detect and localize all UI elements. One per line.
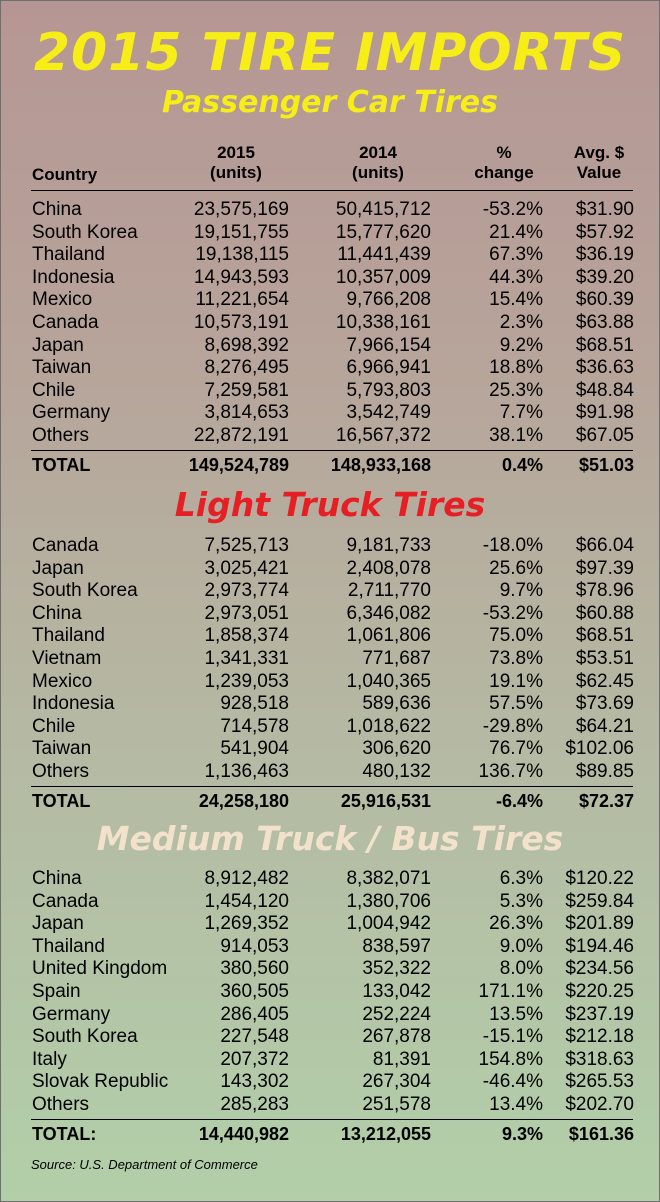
avg-value-cell: $234.56	[565, 958, 634, 979]
y2015-cell: 285,283	[220, 1094, 289, 1115]
y2015-cell: 227,548	[220, 1026, 289, 1047]
country-cell: China	[32, 603, 82, 624]
y2014-cell: 1,380,706	[346, 891, 431, 912]
table-row	[1, 424, 659, 447]
y2015-cell: 24,258,180	[198, 791, 289, 811]
y2014-cell: 148,933,168	[330, 455, 431, 475]
country-cell: Taiwan	[32, 738, 92, 759]
table-row	[1, 670, 659, 693]
y2015-cell: 19,151,755	[193, 222, 289, 243]
country-cell: TOTAL	[32, 791, 91, 811]
country-cell: Canada	[32, 535, 99, 556]
passenger-car-tires-title: Passenger Car Tires	[161, 85, 499, 120]
y2015-cell: 360,505	[220, 981, 289, 1002]
pct-change-cell: 75.0%	[489, 625, 543, 646]
country-cell: Thailand	[32, 936, 105, 957]
header-divider	[31, 190, 633, 191]
country-cell: Others	[32, 1094, 90, 1115]
avg-value-cell: $53.51	[575, 648, 634, 669]
pct-change-cell: 9.0%	[499, 936, 543, 957]
y2015-cell: 1,858,374	[204, 625, 289, 646]
y2014-cell: 7,966,154	[346, 335, 431, 356]
y2014-cell: 2,408,078	[346, 558, 431, 579]
avg-value-cell: $161.36	[568, 1124, 634, 1144]
avg-value-cell: $265.53	[565, 1071, 634, 1092]
y2015-cell: 19,138,115	[195, 244, 289, 265]
pct-change-cell: -18.0%	[482, 535, 543, 556]
y2015-cell: 541,904	[220, 738, 289, 759]
table-row	[1, 1093, 659, 1116]
pct-change-cell: 7.7%	[499, 402, 543, 423]
pct-change-cell: -53.2%	[482, 199, 543, 220]
table-row	[1, 980, 659, 1003]
avg-value-cell: $39.20	[575, 267, 634, 288]
table-row	[1, 534, 659, 557]
y2015-cell: 149,524,789	[188, 455, 289, 475]
table-row	[1, 401, 659, 424]
y2014-cell: 1,061,806	[346, 625, 431, 646]
avg-value-cell: $202.70	[565, 1094, 634, 1115]
header-avg-value: Avg. $ Value	[573, 143, 625, 182]
avg-value-cell: $63.88	[575, 312, 634, 333]
y2015-cell: 2,973,774	[204, 580, 289, 601]
y2014-cell: 133,042	[362, 981, 431, 1002]
y2015-cell: 8,912,482	[204, 868, 289, 889]
pct-change-cell: 25.6%	[489, 558, 543, 579]
y2015-cell: 1,341,331	[204, 648, 289, 669]
pct-change-cell: 154.8%	[478, 1049, 543, 1070]
pct-change-cell: 44.3%	[489, 267, 543, 288]
pct-change-cell: -53.2%	[482, 603, 543, 624]
y2014-cell: 771,687	[362, 648, 431, 669]
y2015-cell: 914,053	[220, 936, 289, 957]
table-row	[1, 311, 659, 334]
light-truck-tires-title: Light Truck Tires	[174, 485, 486, 524]
pct-change-cell: 0.4%	[501, 455, 543, 475]
country-cell: Spain	[32, 981, 81, 1002]
country-cell: China	[32, 868, 82, 889]
pct-change-cell: 76.7%	[489, 738, 543, 759]
y2015-cell: 928,518	[220, 693, 289, 714]
country-cell: Thailand	[32, 244, 105, 265]
pct-change-cell: 73.8%	[489, 648, 543, 669]
y2014-cell: 13,212,055	[340, 1124, 431, 1144]
table-row	[1, 557, 659, 580]
table-row	[1, 867, 659, 890]
country-cell: Japan	[32, 913, 84, 934]
avg-value-cell: $72.37	[578, 791, 634, 811]
pct-change-cell: -15.1%	[482, 1026, 543, 1047]
y2015-cell: 7,259,581	[204, 380, 289, 401]
y2014-cell: 251,578	[362, 1094, 431, 1115]
table-row	[1, 288, 659, 311]
pct-change-cell: 57.5%	[489, 693, 543, 714]
table-row	[1, 1025, 659, 1048]
avg-value-cell: $97.39	[575, 558, 634, 579]
main-title: 2015 TIRE IMPORTS	[33, 23, 627, 83]
country-cell: Mexico	[32, 289, 93, 310]
country-cell: South Korea	[32, 1026, 138, 1047]
y2014-cell: 15,777,620	[335, 222, 431, 243]
table-row	[1, 737, 659, 760]
y2014-cell: 8,382,071	[346, 868, 431, 889]
avg-value-cell: $60.88	[575, 603, 634, 624]
avg-value-cell: $68.51	[575, 335, 634, 356]
pct-change-cell: 21.4%	[489, 222, 543, 243]
pct-change-cell: 171.1%	[478, 981, 543, 1002]
country-cell: Others	[32, 425, 90, 446]
pct-change-cell: 19.1%	[489, 671, 543, 692]
medium-truck-total-divider	[31, 1119, 633, 1120]
y2015-cell: 14,440,982	[198, 1124, 289, 1144]
country-cell: Japan	[32, 558, 84, 579]
y2015-cell: 1,239,053	[204, 671, 289, 692]
avg-value-cell: $36.63	[575, 357, 634, 378]
pct-change-cell: -29.8%	[482, 716, 543, 737]
y2014-cell: 16,567,372	[335, 425, 431, 446]
pct-change-cell: 15.4%	[489, 289, 543, 310]
table-row	[1, 334, 659, 357]
y2014-cell: 1,018,622	[346, 716, 431, 737]
pct-change-cell: 9.3%	[501, 1124, 543, 1144]
y2015-cell: 286,405	[220, 1004, 289, 1025]
table-row	[1, 266, 659, 289]
header-2015: 2015 (units)	[210, 143, 262, 182]
table-row	[1, 957, 659, 980]
table-row	[1, 198, 659, 221]
avg-value-cell: $57.92	[575, 222, 634, 243]
table-row	[1, 692, 659, 715]
country-cell: Mexico	[32, 671, 93, 692]
pct-change-cell: 38.1%	[489, 425, 543, 446]
avg-value-cell: $68.51	[575, 625, 634, 646]
avg-value-cell: $220.25	[565, 981, 634, 1002]
pct-change-cell: 6.3%	[499, 868, 543, 889]
avg-value-cell: $78.96	[575, 580, 634, 601]
country-cell: Japan	[32, 335, 84, 356]
avg-value-cell: $60.39	[575, 289, 634, 310]
table-row	[1, 1003, 659, 1026]
avg-value-cell: $259.84	[565, 891, 634, 912]
y2015-cell: 3,814,653	[204, 402, 289, 423]
country-cell: Chile	[32, 380, 76, 401]
y2015-cell: 2,973,051	[204, 603, 289, 624]
y2015-cell: 11,221,654	[195, 289, 289, 310]
country-cell: Canada	[32, 891, 99, 912]
y2014-cell: 10,338,161	[335, 312, 431, 333]
table-row	[1, 356, 659, 379]
avg-value-cell: $120.22	[565, 868, 634, 889]
pct-change-cell: 2.3%	[499, 312, 543, 333]
avg-value-cell: $62.45	[575, 671, 634, 692]
source-note: Source: U.S. Department of Commerce	[31, 1157, 258, 1172]
header-2014: 2014 (units)	[352, 143, 404, 182]
medium-truck-bus-tires-title: Medium Truck / Bus Tires	[96, 819, 564, 858]
country-cell: Taiwan	[32, 357, 92, 378]
y2014-cell: 6,966,941	[346, 357, 431, 378]
y2014-cell: 9,766,208	[346, 289, 431, 310]
pct-change-cell: 25.3%	[489, 380, 543, 401]
table-row	[1, 602, 659, 625]
country-cell: Italy	[32, 1049, 67, 1070]
avg-value-cell: $64.21	[575, 716, 634, 737]
avg-value-cell: $89.85	[575, 761, 634, 782]
y2014-cell: 3,542,749	[346, 402, 431, 423]
pct-change-cell: 9.7%	[499, 580, 543, 601]
y2014-cell: 11,441,439	[337, 244, 431, 265]
country-cell: Indonesia	[32, 693, 115, 714]
y2015-cell: 8,698,392	[204, 335, 289, 356]
country-cell: China	[32, 199, 82, 220]
table-row	[1, 715, 659, 738]
pct-change-cell: -6.4%	[495, 791, 543, 811]
y2015-cell: 207,372	[220, 1049, 289, 1070]
pct-change-cell: 18.8%	[489, 357, 543, 378]
y2014-cell: 252,224	[362, 1004, 431, 1025]
y2015-cell: 7,525,713	[204, 535, 289, 556]
y2014-cell: 306,620	[362, 738, 431, 759]
y2015-cell: 8,276,495	[204, 357, 289, 378]
table-row	[1, 935, 659, 958]
header-country: Country	[32, 165, 98, 184]
table-row	[1, 912, 659, 935]
avg-value-cell: $66.04	[575, 535, 634, 556]
table-row	[1, 890, 659, 913]
y2015-cell: 1,136,463	[204, 761, 289, 782]
table-row	[1, 243, 659, 266]
country-cell: TOTAL:	[32, 1124, 97, 1144]
y2015-cell: 10,573,191	[193, 312, 289, 333]
table-row	[1, 221, 659, 244]
avg-value-cell: $67.05	[575, 425, 634, 446]
pct-change-cell: 26.3%	[489, 913, 543, 934]
y2014-cell: 267,878	[362, 1026, 431, 1047]
y2014-cell: 1,004,942	[346, 913, 431, 934]
avg-value-cell: $212.18	[565, 1026, 634, 1047]
table-row	[1, 579, 659, 602]
y2014-cell: 480,132	[362, 761, 431, 782]
country-cell: Germany	[32, 402, 111, 423]
passenger-total-divider	[31, 450, 633, 451]
y2014-cell: 589,636	[362, 693, 431, 714]
country-cell: Others	[32, 761, 90, 782]
y2015-cell: 143,302	[220, 1071, 289, 1092]
country-cell: Indonesia	[32, 267, 115, 288]
table-row	[1, 647, 659, 670]
country-cell: Chile	[32, 716, 76, 737]
y2015-cell: 14,943,593	[193, 267, 289, 288]
y2015-cell: 22,872,191	[193, 425, 289, 446]
table-row	[1, 379, 659, 402]
pct-change-cell: -46.4%	[482, 1071, 543, 1092]
table-row	[1, 760, 659, 783]
pct-change-cell: 8.0%	[499, 958, 543, 979]
pct-change-cell: 136.7%	[478, 761, 543, 782]
avg-value-cell: $237.19	[565, 1004, 634, 1025]
avg-value-cell: $36.19	[575, 244, 634, 265]
y2015-cell: 1,454,120	[204, 891, 289, 912]
avg-value-cell: $102.06	[565, 738, 634, 759]
country-cell: TOTAL	[32, 455, 91, 475]
avg-value-cell: $194.46	[565, 936, 634, 957]
y2014-cell: 50,415,712	[335, 199, 431, 220]
country-cell: South Korea	[32, 580, 138, 601]
country-cell: Germany	[32, 1004, 111, 1025]
y2015-cell: 380,560	[220, 958, 289, 979]
country-cell: Slovak Republic	[32, 1071, 169, 1092]
y2014-cell: 9,181,733	[346, 535, 431, 556]
y2014-cell: 10,357,009	[335, 267, 431, 288]
avg-value-cell: $48.84	[575, 380, 634, 401]
pct-change-cell: 13.4%	[489, 1094, 543, 1115]
y2014-cell: 1,040,365	[346, 671, 431, 692]
y2015-cell: 23,575,169	[193, 199, 289, 220]
y2014-cell: 5,793,803	[346, 380, 431, 401]
y2014-cell: 838,597	[362, 936, 431, 957]
pct-change-cell: 9.2%	[499, 335, 543, 356]
country-cell: Vietnam	[32, 648, 102, 669]
light-truck-total-divider	[31, 786, 633, 787]
avg-value-cell: $73.69	[575, 693, 634, 714]
y2014-cell: 81,391	[372, 1049, 431, 1070]
avg-value-cell: $51.03	[578, 455, 634, 475]
y2014-cell: 352,322	[362, 958, 431, 979]
table-row	[1, 1070, 659, 1093]
avg-value-cell: $91.98	[575, 402, 634, 423]
total-row	[1, 454, 659, 477]
country-cell: South Korea	[32, 222, 138, 243]
header-pct-change: % change	[474, 143, 534, 182]
y2015-cell: 1,269,352	[204, 913, 289, 934]
pct-change-cell: 5.3%	[499, 891, 543, 912]
avg-value-cell: $201.89	[565, 913, 634, 934]
y2014-cell: 2,711,770	[347, 580, 431, 601]
avg-value-cell: $31.90	[575, 199, 634, 220]
y2014-cell: 267,304	[362, 1071, 431, 1092]
avg-value-cell: $318.63	[565, 1049, 634, 1070]
country-cell: Thailand	[32, 625, 105, 646]
y2015-cell: 714,578	[220, 716, 289, 737]
total-row	[1, 790, 659, 813]
country-cell: United Kingdom	[32, 958, 168, 979]
y2014-cell: 25,916,531	[340, 791, 431, 811]
table-row	[1, 624, 659, 647]
country-cell: Canada	[32, 312, 99, 333]
pct-change-cell: 13.5%	[489, 1004, 543, 1025]
y2015-cell: 3,025,421	[204, 558, 289, 579]
total-row	[1, 1123, 659, 1146]
table-row	[1, 1048, 659, 1071]
y2014-cell: 6,346,082	[346, 603, 431, 624]
pct-change-cell: 67.3%	[489, 244, 543, 265]
